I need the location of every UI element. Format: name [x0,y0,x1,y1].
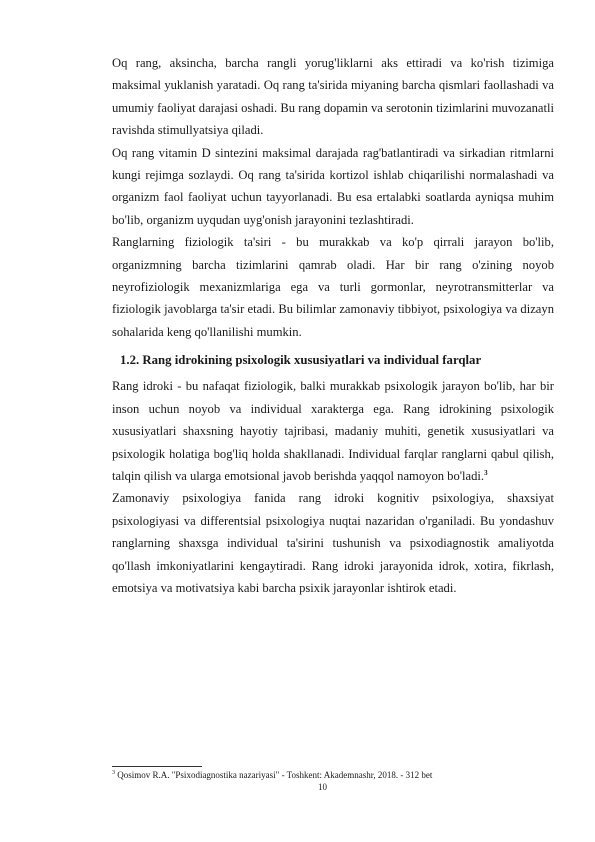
footnote-divider [112,766,202,767]
paragraph-text: Rang idroki - bu nafaqat fiziologik, balki murakkab psixologik jarayon bo'lib, har bir inson uchun noyob va individual xarakterga ega. Rang idrokining psixologik xususiyatlari shaxsning hayotiy tajribasi, madaniy muhiti, genetik xususiyatlari va psixologik holatiga bog'liq holda shakllanadi. Individual farqlar ranglarni qabul qilish, talqin qilish va ularga emotsional javob berishda yaqqol namoyon bo'ladi. [112,379,554,483]
footnote-reference[interactable]: 3 [484,468,488,477]
paragraph-text: Oq rang vitamin D sintezini maksimal darajada rag'batlantiradi va sirkadian ritmlarni kungi rejimga sozlaydi. Oq rang ta'sirida kortizol ishlab chiqarilishi normalashadi va organizm faol faoliyat uchun tayyorlanadi. Bu esa ertalabki soatlarda ayniqsa muhim bo'lib, organizm uyqudan uyg'onish jarayonini tezlashtiradi. [112,145,554,227]
paragraph-modern-psychology [112,487,554,599]
paragraph-white-color-effect [112,52,554,142]
footnote-text: Qosimov R.A. "Psixodiagnostika nazariyasi" - Toshkent: Akademnashr, 2018. - 312 bet [117,770,433,780]
paragraph-physiological-effects [112,231,554,343]
paragraph-text: Oq rang, aksincha, barcha rangli yorug'liklarni aks ettiradi va ko'rish tizimiga maksimal yuklanish yaratadi. Oq rang ta'sirida miyaning barcha qismlari faollashadi va umumiy faoliyat darajasi oshadi. Bu rang dopamin va serotonin tizimlarini muvozanatli ravishda stimullyatsiya qiladi. [112,56,554,138]
paragraph-text: Ranglarning fiziologik ta'siri - bu murakkab va ko'p qirrali jarayon bo'lib, organizmning barcha tizimlarini qamrab oladi. Har bir rang o'zining noyob neyrofiziologik mexanizmlariga ega va turli gormonlar, neyrotransmitterlar va fiziologik javoblarga ta'sir etadi. Bu bilimlar zamonaviy tibbiyot, psixologiya va dizayn sohalarida keng qo'llanilishi mumkin. [112,235,554,339]
footnote [112,769,432,781]
paragraph-color-perception [112,375,554,487]
paragraph-white-vitamin-d [112,142,554,232]
paragraph-text: Zamonaviy psixologiya fanida rang idroki kognitiv psixologiya, shaxsiyat psixologiyasi va differentsial psixologiya nuqtai nazaridan o'rganiladi. Bu yondashuv ranglarning shaxsga individual ta'sirini tushunish va psixodiagnostik amaliyotda qo'llash imkoniyatlarini kengaytiradi. Rang idroki jarayonida idrok, xotira, fikrlash, emotsiya va motivatsiya kabi barcha psixik jarayonlar ishtirok etadi. [112,491,554,595]
section-heading: 1.2. Rang idrokining psixologik xususiyatlari va individual farqlar [120,353,482,368]
footnote-marker: 3 [112,770,115,776]
page-number: 10 [318,782,327,792]
body-text [112,52,554,599]
